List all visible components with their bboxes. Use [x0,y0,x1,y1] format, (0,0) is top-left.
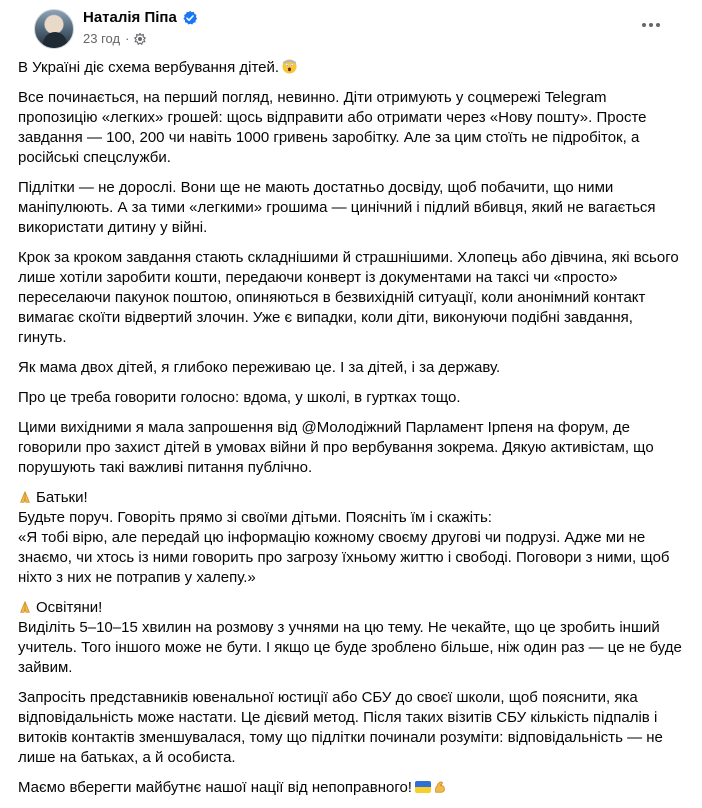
meta-separator: · [125,31,130,46]
folded-hands-emoji-icon [18,600,32,614]
teachers-title: Освітяни! [36,599,103,616]
paragraph-4: Крок за кроком завдання стають складнішими й страшнішими. Хлопець або дівчина, які всього лише хотіли заробити кошти, передаючи конверт із документами на таксі чи «просто» переселаючи пакунок поштою, опиняються в безвихідній ситуації, коли анонімний контакт вимагає скоїти відвертий злочин. Уже є випадки, коли діти, виконуючи подібні завдання, гинуть. [18,249,679,346]
post-header [18,0,684,58]
post-body [18,58,684,808]
paragraph-3: Підлітки — не дорослі. Вони ще не мають достатньо досвіду, щоб побачити, що ними маніпулюють. А за тими «легкими» грошима — цинічний і підлий вбивця, який не вагається використати дитину у війні. [18,179,656,236]
paragraph-2: Все починається, на перший погляд, невинно. Діти отримують у соцмережі Telegram пропозицію «легких» грошей: щось відправити або отримати через «Нову пошту». Просте завдання — 100, 200 чи навіть 1000 гривень заробітку. Але за цим стоїть не підробіток, а російські спецслужби. [18,89,647,166]
paragraph-7: Цими вихідними я мала запрошення від @Молодіжний Парламент Ірпеня на форум, де говорили про захист дітей в умовах війни й про вербування зокрема. Дякую активістам, що порушують такі важливі питання публічно. [18,419,654,476]
folded-hands-emoji-icon [18,490,32,504]
verified-badge-icon [182,10,198,26]
parents-line: Будьте поруч. Говоріть прямо зі своїми дітьми. Поясніть їм і скажіть: [18,509,492,526]
paragraph-intro [18,58,684,78]
flexed-biceps-emoji-icon [433,780,447,794]
paragraph-10: Запросіть представників ювенальної юстиції або СБУ до своєї школи, щоб пояснити, яка відповідальність може настати. Це дієвий метод. Після таких візитів СБУ кількість підпалів і витоків контактів зменшувалася, тому що підлітки починали розуміти: відповідальність — не лише на батьках, а й особиста. [18,689,663,766]
author-avatar[interactable] [34,9,74,49]
more-options-icon[interactable] [636,14,666,36]
paragraph-6: Про це треба говорити голосно: вдома, у школі, в гуртках тощо. [18,389,461,406]
paragraph-closing [18,778,684,798]
author-name[interactable]: Наталія Піпа [83,9,177,26]
paragraph-intro-text: В Україні діє схема вербування дітей. [18,59,280,76]
teachers-body: Виділіть 5–10–15 хвилин на розмову з учнями на цю тему. Не чекайте, що це зробить інший учитель. Того іншого може не бути. І якщо це буде зроблено більше, ніж один раз — це не буде зайвим. [18,619,682,676]
parents-title: Батьки! [36,489,88,506]
parents-quote: «Я тобі вірю, але передай цю інформацію кожному своєму другові чи подрузі. Адже ми не знаємо, чи хтось із ними говорить про загрозу їхньому життю і свободі. Поговори з ними, щоб ніхто з них не потрапив у халепу.» [18,529,670,586]
ukraine-flag-emoji-icon [415,781,431,793]
paragraph-parents [18,488,684,588]
scared-face-emoji-icon [282,59,297,74]
author-name-row [83,9,198,26]
post-meta [83,31,146,46]
paragraph-5: Як мама двох дітей, я глибоко переживаю це. І за дітей, і за державу. [18,359,501,376]
paragraph-teachers [18,598,684,678]
public-audience-icon[interactable] [134,33,146,45]
closing-text: Маємо вберегти майбутнє нашої нації від непоправного! [18,779,412,796]
post-time[interactable]: 23 год [83,31,121,46]
